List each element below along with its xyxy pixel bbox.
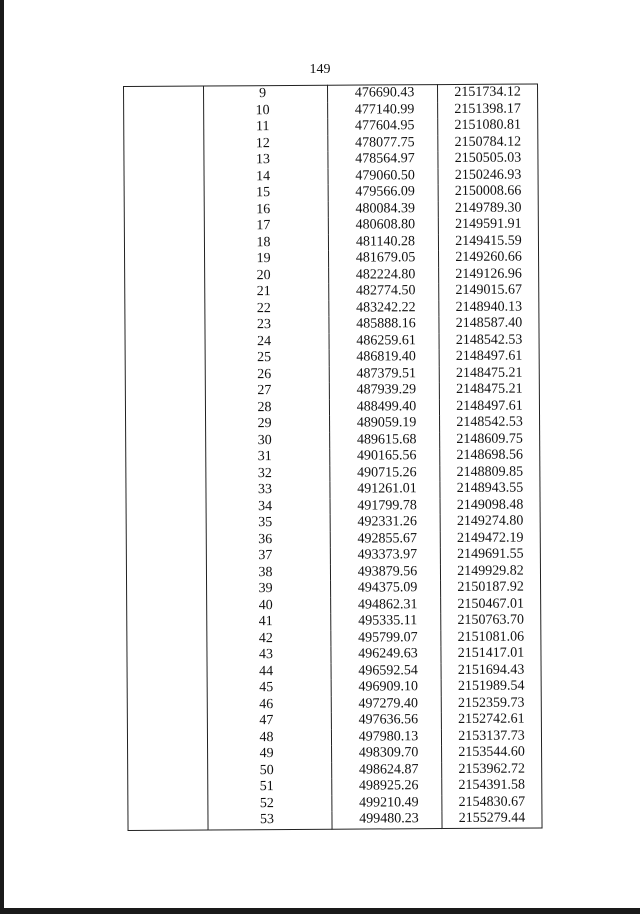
empty-cell — [128, 763, 208, 780]
empty-cell — [125, 268, 205, 285]
vertex-number-cell: 23 — [205, 317, 329, 334]
table-row — [124, 183, 538, 202]
y-coordinate-cell: 2151989.54 — [441, 678, 541, 695]
table-row — [124, 84, 538, 104]
vertex-number-cell: 9 — [204, 85, 328, 103]
table-row — [126, 513, 540, 532]
x-coordinate-cell: 489615.68 — [330, 432, 440, 449]
table-row — [124, 216, 538, 235]
x-coordinate-cell: 486819.40 — [329, 349, 439, 366]
y-coordinate-cell: 2148497.61 — [439, 398, 539, 415]
empty-cell — [124, 136, 204, 153]
table-row — [126, 546, 540, 565]
x-coordinate-cell: 494375.09 — [331, 580, 441, 597]
x-coordinate-cell: 479060.50 — [328, 168, 438, 185]
x-coordinate-cell: 488499.40 — [329, 399, 439, 416]
empty-cell — [125, 351, 205, 368]
x-coordinate-cell: 493373.97 — [330, 547, 440, 564]
y-coordinate-cell: 2153137.73 — [441, 728, 541, 745]
vertex-number-cell: 33 — [206, 482, 330, 499]
y-coordinate-cell: 2149274.80 — [440, 513, 540, 530]
x-coordinate-cell: 495335.11 — [331, 613, 441, 630]
y-coordinate-cell: 2151694.43 — [441, 662, 541, 679]
x-coordinate-cell: 498624.87 — [332, 762, 442, 779]
y-coordinate-cell: 2152359.73 — [441, 695, 541, 712]
y-coordinate-cell: 2149789.30 — [438, 200, 538, 217]
x-coordinate-cell: 477140.99 — [328, 102, 438, 119]
empty-cell — [124, 202, 204, 219]
empty-cell — [124, 169, 204, 186]
x-coordinate-cell: 476690.43 — [327, 85, 437, 103]
x-coordinate-cell: 497980.13 — [331, 729, 441, 746]
vertex-number-cell: 27 — [205, 383, 329, 400]
empty-cell — [126, 516, 206, 533]
empty-cell — [125, 367, 205, 384]
y-coordinate-cell: 2148609.75 — [440, 431, 540, 448]
x-coordinate-cell: 499480.23 — [332, 811, 442, 829]
x-coordinate-cell: 482224.80 — [329, 267, 439, 284]
empty-cell — [126, 565, 206, 582]
y-coordinate-cell: 2150763.70 — [441, 612, 541, 629]
y-coordinate-cell: 2155279.44 — [442, 810, 542, 828]
y-coordinate-cell: 2151734.12 — [437, 84, 537, 102]
y-coordinate-cell: 2151080.81 — [438, 117, 538, 134]
table-row — [124, 150, 538, 169]
table-row — [125, 348, 539, 367]
coordinates-table — [123, 83, 543, 830]
y-coordinate-cell: 2148475.21 — [439, 381, 539, 398]
x-coordinate-cell: 485888.16 — [329, 316, 439, 333]
vertex-number-cell: 20 — [205, 267, 329, 284]
vertex-number-cell: 14 — [204, 168, 328, 185]
vertex-number-cell: 48 — [207, 729, 331, 746]
y-coordinate-cell: 2150008.66 — [438, 183, 538, 200]
y-coordinate-cell: 2149415.59 — [438, 233, 538, 250]
x-coordinate-cell: 499210.49 — [332, 795, 442, 812]
empty-cell — [127, 647, 207, 664]
scan-border-bottom — [0, 908, 640, 914]
empty-cell — [124, 120, 204, 137]
vertex-number-cell: 47 — [207, 713, 331, 730]
vertex-number-cell: 51 — [208, 779, 332, 796]
vertex-number-cell: 32 — [206, 465, 330, 482]
x-coordinate-cell: 492331.26 — [330, 514, 440, 531]
vertex-number-cell: 45 — [207, 680, 331, 697]
y-coordinate-cell: 2148542.53 — [439, 332, 539, 349]
empty-cell — [124, 153, 204, 170]
table-row — [126, 414, 540, 433]
empty-cell — [127, 697, 207, 714]
vertex-number-cell: 18 — [204, 234, 328, 251]
y-coordinate-cell: 2148497.61 — [439, 348, 539, 365]
vertex-number-cell: 40 — [207, 597, 331, 614]
x-coordinate-cell: 498309.70 — [332, 745, 442, 762]
empty-cell — [124, 103, 204, 120]
table-row — [127, 678, 541, 697]
empty-cell — [125, 334, 205, 351]
vertex-number-cell: 37 — [206, 548, 330, 565]
y-coordinate-cell: 2150505.03 — [438, 150, 538, 167]
empty-cell — [125, 318, 205, 335]
x-coordinate-cell: 496592.54 — [331, 663, 441, 680]
y-coordinate-cell: 2148542.53 — [440, 414, 540, 431]
vertex-number-cell: 43 — [207, 647, 331, 664]
table-row — [127, 645, 541, 664]
vertex-number-cell: 24 — [205, 333, 329, 350]
empty-cell — [127, 680, 207, 697]
y-coordinate-cell: 2148475.21 — [439, 365, 539, 382]
x-coordinate-cell: 496249.63 — [331, 646, 441, 663]
x-coordinate-cell: 481679.05 — [329, 250, 439, 267]
y-coordinate-cell: 2151398.17 — [438, 101, 538, 118]
y-coordinate-cell: 2151417.01 — [441, 645, 541, 662]
table-row — [126, 447, 540, 466]
table-row — [128, 810, 542, 830]
vertex-number-cell: 38 — [206, 564, 330, 581]
y-coordinate-cell: 2150246.93 — [438, 167, 538, 184]
y-coordinate-cell: 2153962.72 — [442, 761, 542, 778]
vertex-number-cell: 44 — [207, 663, 331, 680]
x-coordinate-cell: 495799.07 — [331, 630, 441, 647]
vertex-number-cell: 13 — [204, 152, 328, 169]
vertex-number-cell: 26 — [205, 366, 329, 383]
table-row — [128, 744, 542, 763]
empty-cell — [124, 219, 204, 236]
x-coordinate-cell: 490715.26 — [330, 465, 440, 482]
x-coordinate-cell: 486259.61 — [329, 333, 439, 350]
vertex-number-cell: 19 — [205, 251, 329, 268]
vertex-number-cell: 10 — [204, 102, 328, 119]
y-coordinate-cell: 2154391.58 — [442, 777, 542, 794]
y-coordinate-cell: 2151081.06 — [441, 629, 541, 646]
table-row — [125, 381, 539, 400]
x-coordinate-cell: 492855.67 — [330, 531, 440, 548]
vertex-number-cell: 17 — [204, 218, 328, 235]
y-coordinate-cell: 2149591.91 — [438, 216, 538, 233]
x-coordinate-cell: 482774.50 — [329, 283, 439, 300]
empty-cell — [125, 252, 205, 269]
empty-cell — [126, 433, 206, 450]
y-coordinate-cell: 2149098.48 — [440, 497, 540, 514]
vertex-number-cell: 41 — [207, 614, 331, 631]
empty-cell — [125, 285, 205, 302]
table-row — [124, 117, 538, 136]
table-row — [127, 711, 541, 730]
empty-cell — [127, 730, 207, 747]
table-row — [125, 282, 539, 301]
vertex-number-cell: 22 — [205, 300, 329, 317]
table-row — [126, 480, 540, 499]
x-coordinate-cell: 491261.01 — [330, 481, 440, 498]
vertex-number-cell: 11 — [204, 119, 328, 136]
y-coordinate-cell: 2149472.19 — [440, 530, 540, 547]
vertex-number-cell: 42 — [207, 630, 331, 647]
empty-cell — [126, 450, 206, 467]
y-coordinate-cell: 2150187.92 — [441, 579, 541, 596]
coordinates-table-body — [124, 84, 543, 830]
x-coordinate-cell: 490165.56 — [330, 448, 440, 465]
empty-cell — [126, 499, 206, 516]
x-coordinate-cell: 478077.75 — [328, 135, 438, 152]
empty-cell — [127, 581, 207, 598]
vertex-number-cell: 49 — [208, 746, 332, 763]
empty-cell — [125, 384, 205, 401]
y-coordinate-cell: 2148587.40 — [439, 315, 539, 332]
y-coordinate-cell: 2148698.56 — [440, 447, 540, 464]
x-coordinate-cell: 479566.09 — [328, 184, 438, 201]
vertex-number-cell: 36 — [206, 531, 330, 548]
x-coordinate-cell: 481140.28 — [328, 234, 438, 251]
y-coordinate-cell: 2148940.13 — [439, 299, 539, 316]
y-coordinate-cell: 2154830.67 — [442, 794, 542, 811]
table-row — [125, 315, 539, 334]
empty-cell — [127, 631, 207, 648]
scan-border-left — [0, 0, 4, 914]
x-coordinate-cell: 497636.56 — [331, 712, 441, 729]
empty-cell — [128, 812, 208, 829]
empty-cell — [126, 548, 206, 565]
empty-cell — [124, 86, 204, 103]
empty-cell — [124, 235, 204, 252]
table-row — [127, 579, 541, 598]
empty-cell — [128, 779, 208, 796]
y-coordinate-cell: 2149126.96 — [439, 266, 539, 283]
y-coordinate-cell: 2149260.66 — [439, 249, 539, 266]
table-row — [127, 612, 541, 631]
page-number: 149 — [309, 62, 331, 77]
y-coordinate-cell: 2150784.12 — [438, 134, 538, 151]
empty-cell — [126, 483, 206, 500]
x-coordinate-cell: 477604.95 — [328, 118, 438, 135]
x-coordinate-cell: 497279.40 — [331, 696, 441, 713]
vertex-number-cell: 53 — [208, 812, 332, 830]
empty-cell — [127, 713, 207, 730]
x-coordinate-cell: 493879.56 — [330, 564, 440, 581]
empty-cell — [125, 400, 205, 417]
table-row — [128, 777, 542, 796]
x-coordinate-cell: 489059.19 — [330, 415, 440, 432]
y-coordinate-cell: 2150467.01 — [441, 596, 541, 613]
vertex-number-cell: 16 — [204, 201, 328, 218]
empty-cell — [127, 664, 207, 681]
empty-cell — [128, 746, 208, 763]
y-coordinate-cell: 2149929.82 — [440, 563, 540, 580]
vertex-number-cell: 12 — [204, 135, 328, 152]
vertex-number-cell: 31 — [206, 449, 330, 466]
vertex-number-cell: 28 — [205, 399, 329, 416]
y-coordinate-cell: 2148943.55 — [440, 480, 540, 497]
vertex-number-cell: 35 — [206, 515, 330, 532]
x-coordinate-cell: 480084.39 — [328, 201, 438, 218]
vertex-number-cell: 46 — [207, 696, 331, 713]
empty-cell — [127, 614, 207, 631]
y-coordinate-cell: 2149015.67 — [439, 282, 539, 299]
vertex-number-cell: 39 — [207, 581, 331, 598]
empty-cell — [126, 466, 206, 483]
vertex-number-cell: 50 — [208, 762, 332, 779]
empty-cell — [128, 796, 208, 813]
x-coordinate-cell: 478564.97 — [328, 151, 438, 168]
vertex-number-cell: 21 — [205, 284, 329, 301]
y-coordinate-cell: 2148809.85 — [440, 464, 540, 481]
vertex-number-cell: 30 — [206, 432, 330, 449]
vertex-number-cell: 25 — [205, 350, 329, 367]
vertex-number-cell: 34 — [206, 498, 330, 515]
x-coordinate-cell: 487379.51 — [329, 366, 439, 383]
vertex-number-cell: 29 — [206, 416, 330, 433]
empty-cell — [126, 417, 206, 434]
vertex-number-cell: 15 — [204, 185, 328, 202]
x-coordinate-cell: 487939.29 — [329, 382, 439, 399]
x-coordinate-cell: 480608.80 — [328, 217, 438, 234]
table-row — [125, 249, 539, 268]
x-coordinate-cell: 496909.10 — [331, 679, 441, 696]
x-coordinate-cell: 494862.31 — [331, 597, 441, 614]
vertex-number-cell: 52 — [208, 795, 332, 812]
empty-cell — [127, 598, 207, 615]
x-coordinate-cell: 483242.22 — [329, 300, 439, 317]
y-coordinate-cell: 2152742.61 — [441, 711, 541, 728]
x-coordinate-cell: 498925.26 — [332, 778, 442, 795]
empty-cell — [126, 532, 206, 549]
empty-cell — [125, 301, 205, 318]
empty-cell — [124, 186, 204, 203]
y-coordinate-cell: 2153544.60 — [442, 744, 542, 761]
y-coordinate-cell: 2149691.55 — [440, 546, 540, 563]
x-coordinate-cell: 491799.78 — [330, 498, 440, 515]
